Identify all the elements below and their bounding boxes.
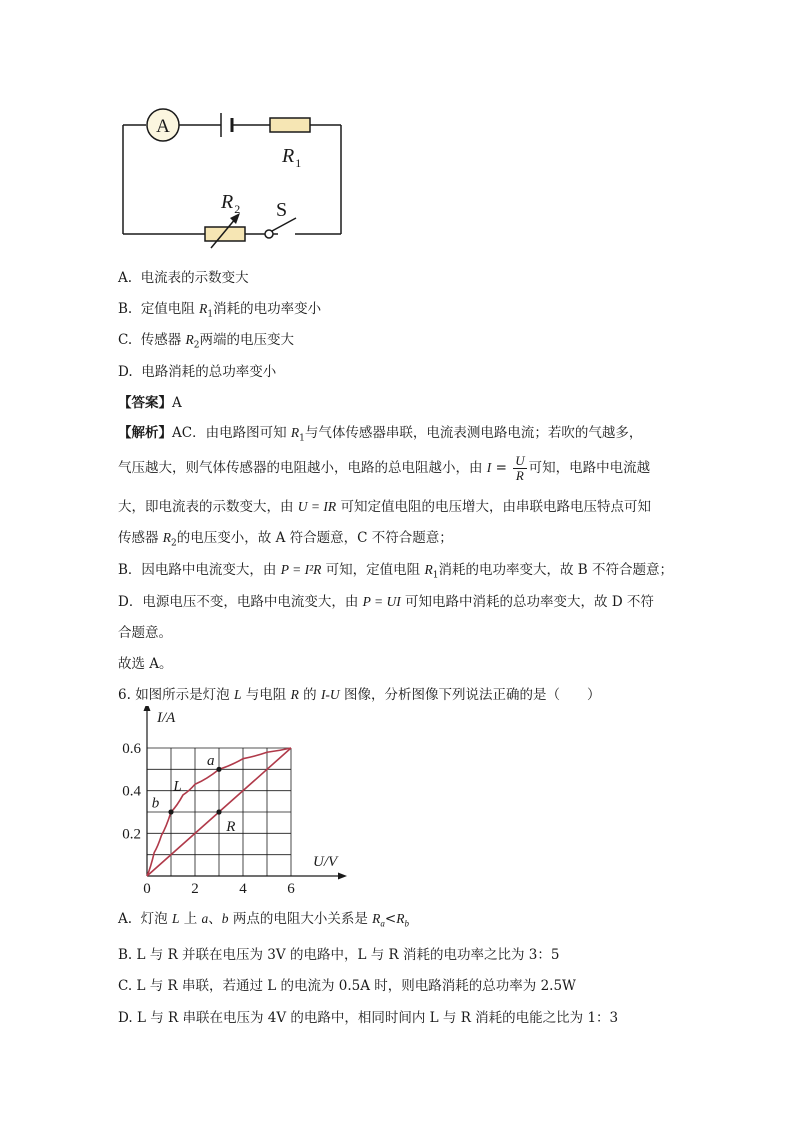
y-axis-label: I/A [157,710,176,726]
analysis-line-2: 气压越大，则气体传感器的电阻越小，电路的总电阻越小，由 I = $\frac{U}{R}$ 可知，电路中电流越 [118,453,651,483]
ohms-law-fraction: $\frac{U}{R}$ [515,453,525,483]
x-tick-label: 4 [239,881,247,896]
analysis-line-7: 合题意。 [118,625,172,641]
x-axis-arrow [338,873,347,880]
point-label-a: a [207,753,215,770]
x-axis-label: U/V [313,854,338,870]
y-axis-arrow [144,706,151,711]
analysis-conclusion: 故选 A。 [118,656,173,672]
x-tick-label: 6 [287,881,295,896]
analysis-line-5: B．因电路中电流变大，由 P = I²R 可知，定值电阻 $R_1$消耗的电功率变大，故 B 不符合题意； [118,562,673,581]
point-label-b: b [151,795,160,812]
iu-chart [110,706,360,896]
q6-option-b[interactable]: B. L 与 R 并联在电压为 3V 的电路中，L 与 R 消耗的电功率之比为 3：5 [118,947,560,963]
ammeter-label: A [156,116,170,137]
x-tick-label: 0 [143,881,151,896]
analysis-line-4: 传感器 $R_2$的电压变小，故 A 符合题意，C 不符合题意； [118,530,453,549]
q5-option-c[interactable]: C. 传感器 $R_2$两端的电压变大 [118,332,295,351]
q5-option-a[interactable]: A. 电流表的示数变大 [118,270,249,286]
analysis-line-3: 大，即电流表的示数变大，由 U = IR 可知定值电阻的电压增大，由串联电路电压特点可知 [118,499,651,515]
data-point-a [216,767,221,772]
q6-option-a[interactable]: A. 灯泡 L 上 a、b 两点的电阻大小关系是 $R_a<R_b$ [118,911,409,929]
answer-line: 【答案】A [118,395,182,411]
data-point-r2 [216,809,221,814]
q6-option-c[interactable]: C. L 与 R 串联，若通过 L 的电流为 0.5A 时，则电路消耗的总功率为 2.5W [118,978,576,994]
y-tick-label: 0.2 [122,826,141,843]
y-tick-label: 0.6 [122,741,141,757]
r1-label: $R_1$ [282,145,302,170]
r2-label: $R_2$ [221,191,241,216]
curve-label-l: L [173,778,182,795]
q5-option-d[interactable]: D. 电路消耗的总功率变小 [118,364,277,380]
q5-option-b[interactable]: B. 定值电阻 $R_1$消耗的电功率变小 [118,301,322,320]
switch-contact [265,230,273,238]
y-tick-label: 0.4 [122,783,141,800]
resistor-r1 [270,118,310,132]
analysis-line-6: D．电源电压不变，电路中电流变大，由 P = UI 可知电路中消耗的总功率变大，故 D 不符 [118,594,654,610]
x-tick-label: 2 [191,881,199,896]
data-point-b [168,809,173,814]
q6-option-d[interactable]: D. L 与 R 串联在电压为 4V 的电路中，相同时间内 L 与 R 消耗的电能之比为 1：3 [118,1010,619,1026]
analysis-line-1: 【解析】AC．由电路图可知 $R_1$与气体传感器串联，电流表测电路电流；若吹的气越多， [118,425,643,444]
sensor-r2 [205,227,245,241]
curve-label-r: R [226,819,236,836]
q6-stem: 6. 如图所示是灯泡 L 与电阻 R 的 I-U 图像，分析图像下列说法正确的是（ ） [118,687,601,703]
circuit-diagram [110,100,360,250]
switch-label: S [276,199,288,221]
